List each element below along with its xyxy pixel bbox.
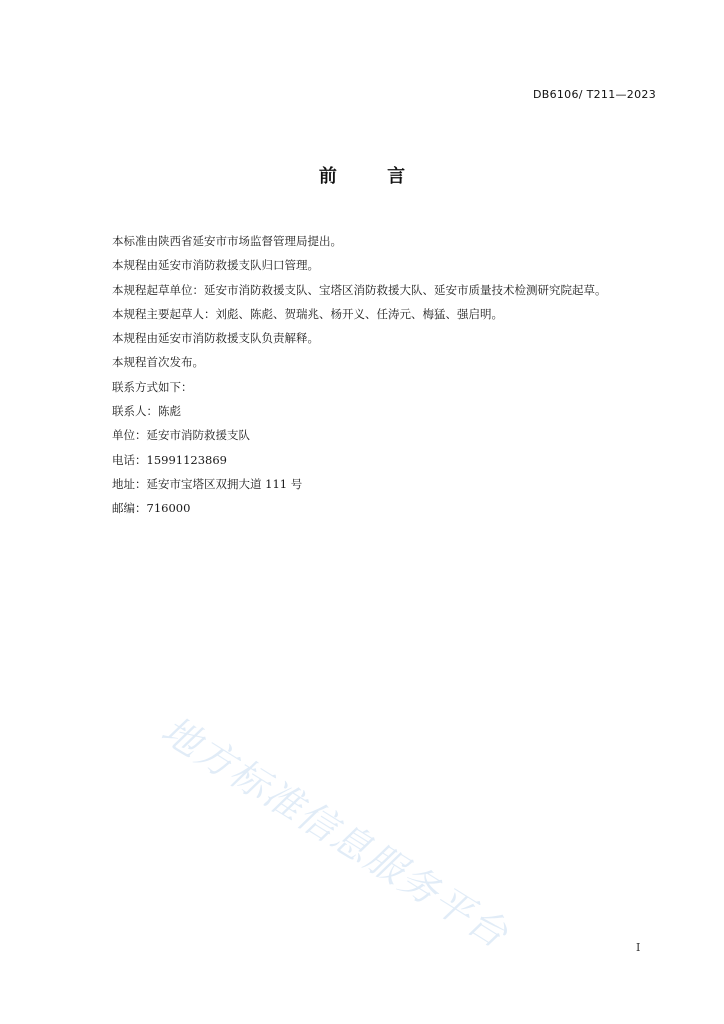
body-line-interpretation: 本规程由延安市消防救援支队负责解释。 [112, 331, 319, 346]
body-line-management: 本规程由延安市消防救援支队归口管理。 [112, 258, 319, 273]
page-title: 前 言 [318, 166, 428, 187]
body-line-contact-person: 联系人：陈彪 [112, 404, 181, 419]
document-code: DB6106/ T211—2023 [532, 88, 656, 101]
body-line-drafters: 本规程主要起草人：刘彪、陈彪、贺瑞兆、杨开义、任涛元、梅猛、强启明。 [112, 306, 503, 321]
foreword-body [112, 229, 672, 521]
body-line-address: 地址：延安市宝塔区双拥大道 111 号 [112, 476, 303, 491]
body-line-unit: 单位：延安市消防救援支队 [112, 428, 250, 443]
body-line-first-release: 本规程首次发布。 [112, 355, 204, 370]
body-line-proposer: 本标准由陕西省延安市市场监督管理局提出。 [112, 234, 342, 248]
body-line-postcode: 邮编：716000 [112, 501, 191, 516]
watermark: 地方标准信息服务平台 [153, 707, 517, 957]
body-line-contact-heading: 联系方式如下： [112, 379, 193, 394]
page-number: I [636, 941, 641, 954]
body-line-drafting-units: 本规程起草单位：延安市消防救援支队、宝塔区消防救援大队、延安市质量技术检测研究院起草。 [112, 282, 607, 297]
body-line-phone: 电话：15991123869 [112, 452, 227, 467]
